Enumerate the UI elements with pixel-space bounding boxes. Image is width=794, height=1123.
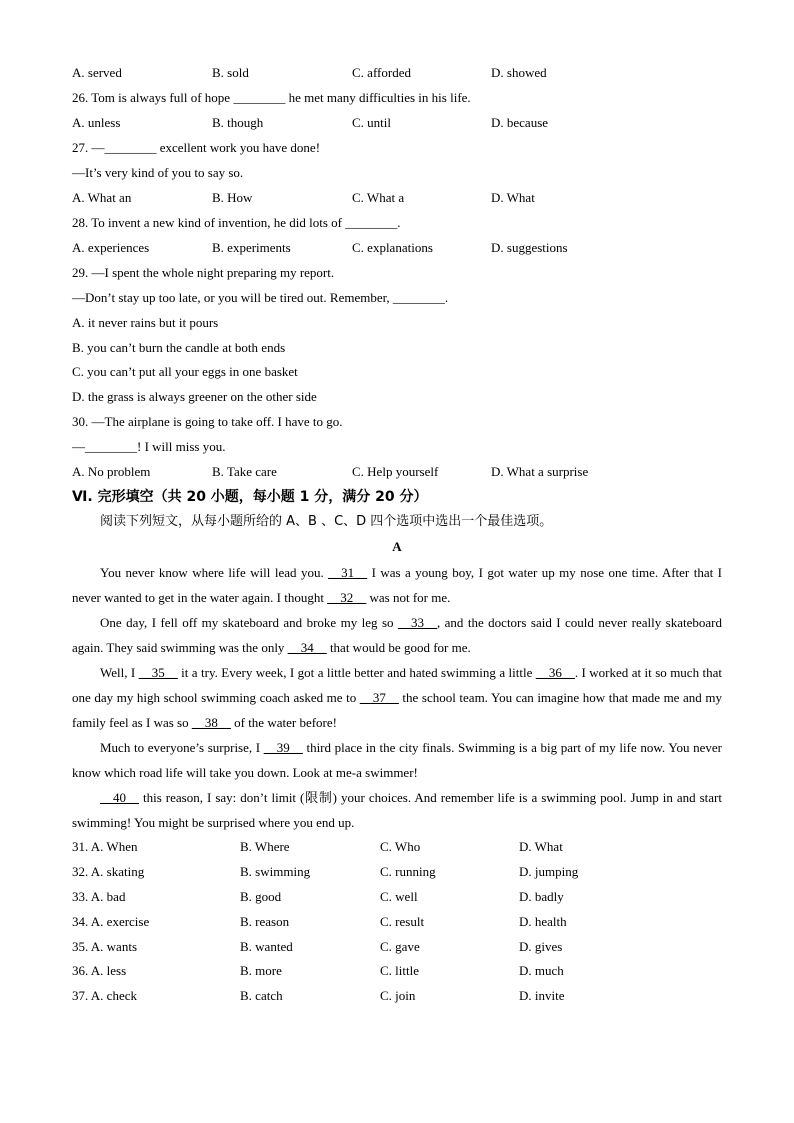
blank-37: __37__ — [359, 690, 399, 705]
section-instruction: 阅读下列短文，从每小题所给的 A、B 、C、D 四个选项中选出一个最佳选项。 — [100, 514, 553, 529]
option-a: 31. A. When — [72, 839, 138, 854]
option-d: D. showed — [491, 65, 547, 80]
option-c: C. explanations — [352, 240, 433, 255]
option-c: C. running — [380, 864, 436, 879]
option-a: A. served — [72, 65, 122, 80]
option-c: C. you can’t put all your eggs in one basket — [72, 364, 298, 379]
option-a: 35. A. wants — [72, 939, 137, 954]
option-b: B. good — [240, 889, 282, 904]
option-b: B. swimming — [240, 864, 311, 879]
q30-stem: 30. —The airplane is going to take off. I have to go. — [72, 414, 343, 429]
option-d: D. the grass is always greener on the other side — [72, 389, 317, 404]
blank-33: __33__ — [397, 615, 437, 630]
passage-paragraph-1: You never know where life will lead you. __31__ I was a young boy, I got water up my nose one time. After that I never wanted to get in the water again. I thought __32__ was not for me. — [72, 565, 722, 605]
option-c: C. Who — [380, 839, 421, 854]
option-b: B. catch — [240, 988, 283, 1003]
q27-stem: 27. —________ excellent work you have done! — [72, 140, 321, 155]
option-a: A. unless — [72, 115, 121, 130]
option-d: D. health — [519, 914, 567, 929]
option-c: C. gave — [380, 939, 420, 954]
option-d: D. What — [491, 190, 535, 205]
option-b: B. Take care — [212, 464, 277, 479]
option-d: D. suggestions — [491, 240, 568, 255]
blank-40: __40__ — [100, 790, 139, 805]
option-b: B. Where — [240, 839, 290, 854]
option-d: D. because — [491, 115, 549, 130]
option-a: 37. A. check — [72, 988, 137, 1003]
passage-heading: A — [392, 539, 402, 554]
q29-reply: —Don’t stay up too late, or you will be tired out. Remember, ________. — [72, 290, 449, 305]
option-d: D. invite — [519, 988, 565, 1003]
blank-39: __39__ — [263, 740, 303, 755]
option-d: D. What a surprise — [491, 464, 589, 479]
q28-stem: 28. To invent a new kind of invention, he did lots of ________. — [72, 215, 401, 230]
option-d: D. badly — [519, 889, 564, 904]
option-d: D. jumping — [519, 864, 579, 879]
q29-stem: 29. —I spent the whole night preparing my report. — [72, 265, 335, 280]
option-b: B. experiments — [212, 240, 291, 255]
blank-34: __34__ — [287, 640, 327, 655]
blank-38: __38__ — [191, 715, 231, 730]
option-b: B. you can’t burn the candle at both ends — [72, 340, 286, 355]
option-a: A. No problem — [72, 464, 151, 479]
option-c: C. afforded — [352, 65, 411, 80]
option-d: D. gives — [519, 939, 563, 954]
option-a: 32. A. skating — [72, 864, 145, 879]
option-a: A. What an — [72, 190, 132, 205]
option-b: B. wanted — [240, 939, 293, 954]
option-b: B. though — [212, 115, 264, 130]
option-b: B. more — [240, 963, 282, 978]
passage-paragraph-3: Well, I __35__ it a try. Every week, I got a little better and hated swimming a little __36__. I worked at it so much that one day my high school swimming coach asked me to __37__ the school team. You can imagine how that made me and my family feel as I was so __38__ of the water before! — [72, 665, 723, 730]
option-c: C. What a — [352, 190, 405, 205]
q27-reply: —It’s very kind of you to say so. — [72, 165, 244, 180]
option-d: D. What — [519, 839, 563, 854]
passage-paragraph-2: One day, I fell off my skateboard and broke my leg so __33__, and the doctors said I could never really skateboard again. They said swimming was the only __34__ that would be good for me. — [72, 615, 722, 655]
blank-31: __31__ — [328, 565, 368, 580]
passage-paragraph-5: __40__ this reason, I say: don’t limit (限制) your choices. And remember life is a swimming pool. Jump in and start swimming! You might be surprised where you end up. — [72, 790, 722, 830]
option-a: 36. A. less — [72, 963, 127, 978]
blank-36: __36__ — [535, 665, 575, 680]
option-b: B. sold — [212, 65, 249, 80]
option-d: D. much — [519, 963, 564, 978]
blank-32: __32__ — [327, 590, 367, 605]
option-c: C. Help yourself — [352, 464, 439, 479]
blank-35: __35__ — [138, 665, 178, 680]
option-c: C. well — [380, 889, 418, 904]
option-a: A. experiences — [72, 240, 150, 255]
passage-paragraph-4: Much to everyone’s surprise, I __39__ third place in the city finals. Swimming is a big part of my life now. You never know which road life will take you down. Look at me-a swimmer! — [72, 740, 722, 780]
option-b: B. How — [212, 190, 253, 205]
option-c: C. little — [380, 963, 419, 978]
option-a: 33. A. bad — [72, 889, 126, 904]
option-c: C. until — [352, 115, 392, 130]
option-c: C. result — [380, 914, 425, 929]
option-a: A. it never rains but it pours — [72, 315, 219, 330]
q30-reply: —________! I will miss you. — [72, 439, 226, 454]
option-a: 34. A. exercise — [72, 914, 150, 929]
q26-stem: 26. Tom is always full of hope ________ he met many difficulties in his life. — [72, 90, 471, 105]
option-c: C. join — [380, 988, 416, 1003]
option-b: B. reason — [240, 914, 290, 929]
section-title: Ⅵ. 完形填空（共 20 小题，每小题 1 分，满分 20 分） — [72, 489, 428, 505]
